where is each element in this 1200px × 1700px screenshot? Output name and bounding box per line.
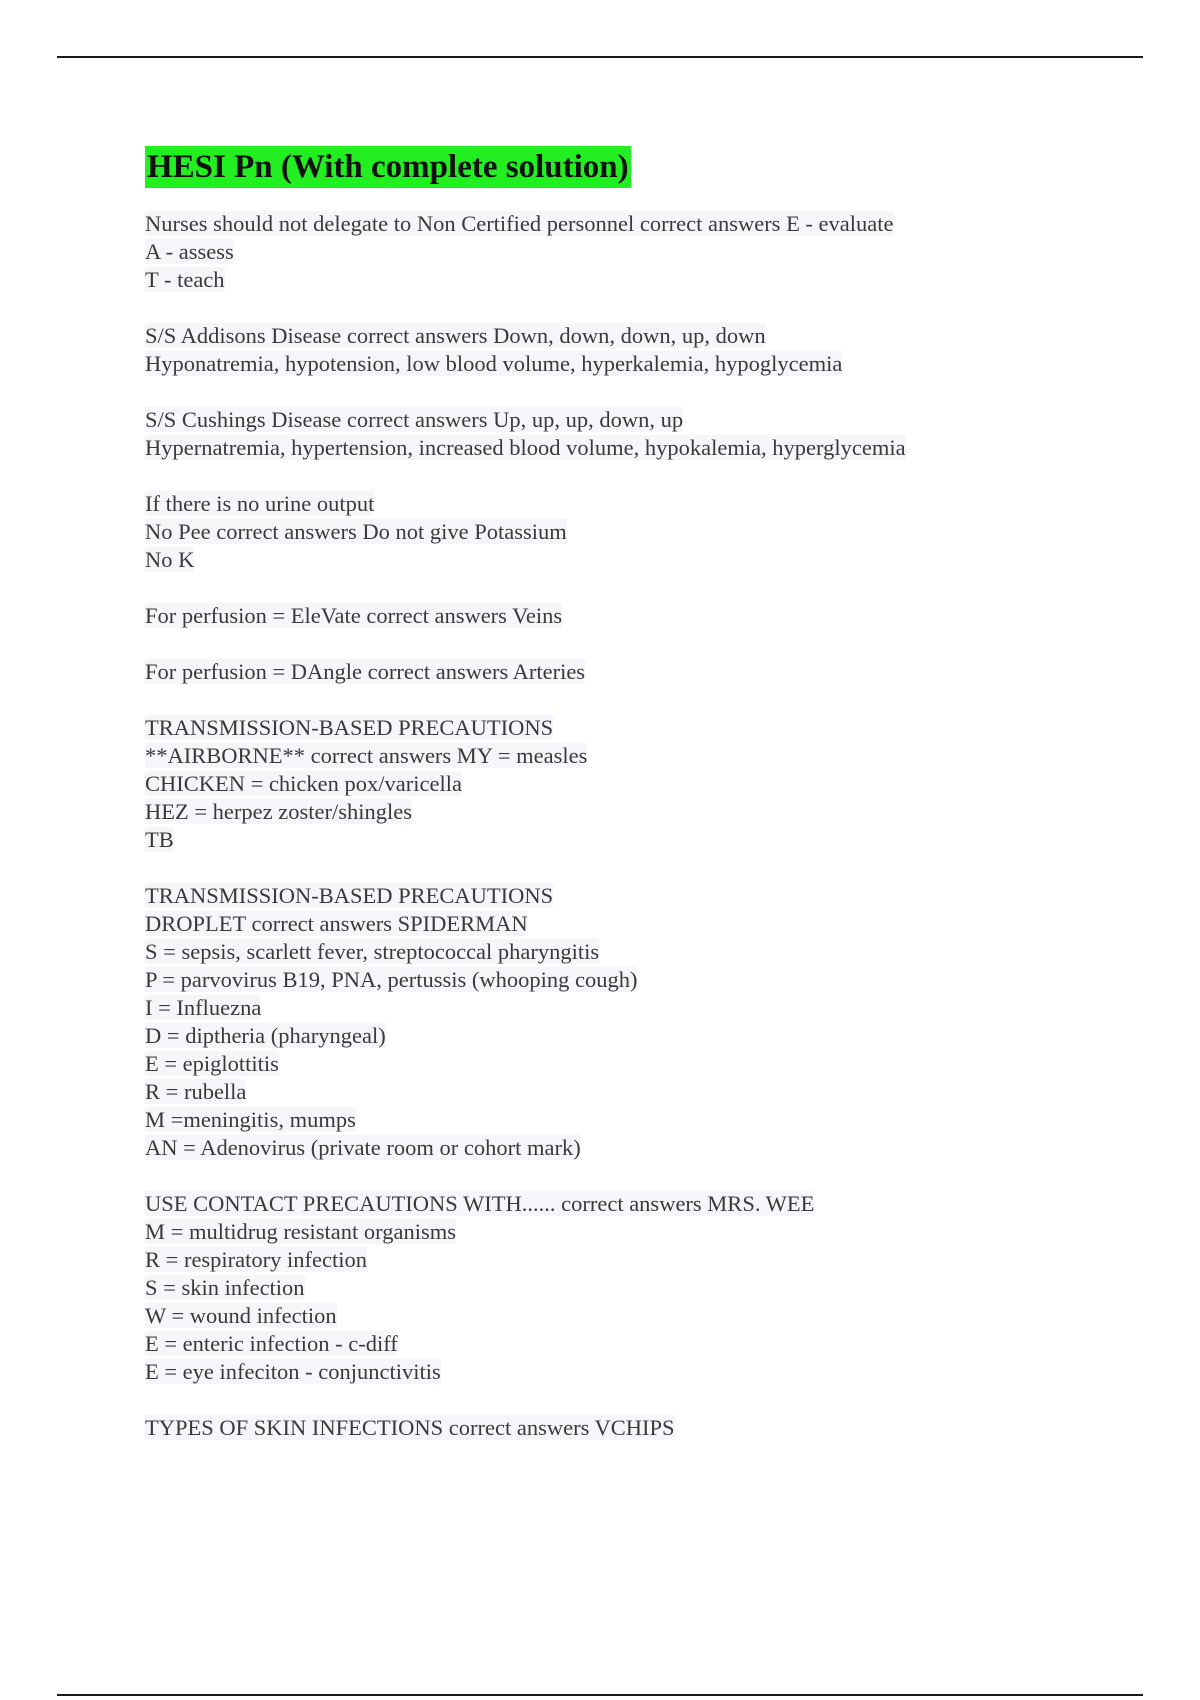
text-line: D = diptheria (pharyngeal)	[145, 1023, 386, 1048]
text-line: TYPES OF SKIN INFECTIONS correct answers VCHIPS	[145, 1415, 675, 1440]
qa-block	[145, 406, 1145, 462]
qa-block	[145, 714, 1145, 854]
text-line: Hypernatremia, hypertension, increased blood volume, hypokalemia, hyperglycemia	[145, 435, 906, 460]
text-line: M = multidrug resistant organisms	[145, 1219, 457, 1244]
text-line: S/S Cushings Disease correct answers Up, up, up, down, up	[145, 407, 684, 432]
qa-block	[145, 882, 1145, 1162]
text-line: TRANSMISSION-BASED PRECAUTIONS	[145, 715, 554, 740]
qa-block	[145, 658, 1145, 686]
text-line: DROPLET correct answers SPIDERMAN	[145, 911, 528, 936]
text-line: S = sepsis, scarlett fever, streptococcal pharyngitis	[145, 939, 600, 964]
top-rule	[57, 56, 1143, 58]
text-line: W = wound infection	[145, 1303, 337, 1328]
text-line: E = eye infeciton - conjunctivitis	[145, 1359, 441, 1384]
text-line: Nurses should not delegate to Non Certified personnel correct answers E - evaluate	[145, 211, 894, 236]
qa-block	[145, 602, 1145, 630]
qa-block	[145, 1190, 1145, 1386]
qa-block	[145, 322, 1145, 378]
text-line: R = rubella	[145, 1079, 247, 1104]
text-line: Hyponatremia, hypotension, low blood volume, hyperkalemia, hypoglycemia	[145, 351, 843, 376]
text-line: S/S Addisons Disease correct answers Down, down, down, up, down	[145, 323, 766, 348]
text-line: HEZ = herpez zoster/shingles	[145, 799, 412, 824]
text-line: AN = Adenovirus (private room or cohort mark)	[145, 1135, 581, 1160]
qa-block	[145, 210, 1145, 294]
text-line: E = epiglottitis	[145, 1051, 279, 1076]
text-line: No K	[145, 547, 195, 572]
qa-block	[145, 490, 1145, 574]
text-line: E = enteric infection - c-diff	[145, 1331, 398, 1356]
text-line: P = parvovirus B19, PNA, pertussis (whooping cough)	[145, 967, 638, 992]
text-line: A - assess	[145, 239, 234, 264]
document-title: HESI Pn (With complete solution)	[145, 146, 631, 188]
text-line: TRANSMISSION-BASED PRECAUTIONS	[145, 883, 554, 908]
qa-block	[145, 1414, 1145, 1442]
text-line: S = skin infection	[145, 1275, 305, 1300]
bottom-rule	[57, 1694, 1143, 1696]
text-line: For perfusion = EleVate correct answers Veins	[145, 603, 563, 628]
text-line: CHICKEN = chicken pox/varicella	[145, 771, 462, 796]
text-line: **AIRBORNE** correct answers MY = measles	[145, 743, 588, 768]
text-line: M =meningitis, mumps	[145, 1107, 356, 1132]
text-line: For perfusion = DAngle correct answers Arteries	[145, 659, 586, 684]
document-body	[145, 146, 1145, 1470]
text-line: R = respiratory infection	[145, 1247, 368, 1272]
text-line: TB	[145, 827, 174, 852]
text-line: I = Influezna	[145, 995, 262, 1020]
text-line: USE CONTACT PRECAUTIONS WITH...... correct answers MRS. WEE	[145, 1191, 815, 1216]
text-line: No Pee correct answers Do not give Potassium	[145, 519, 567, 544]
text-line: T - teach	[145, 267, 225, 292]
text-line: If there is no urine output	[145, 491, 375, 516]
